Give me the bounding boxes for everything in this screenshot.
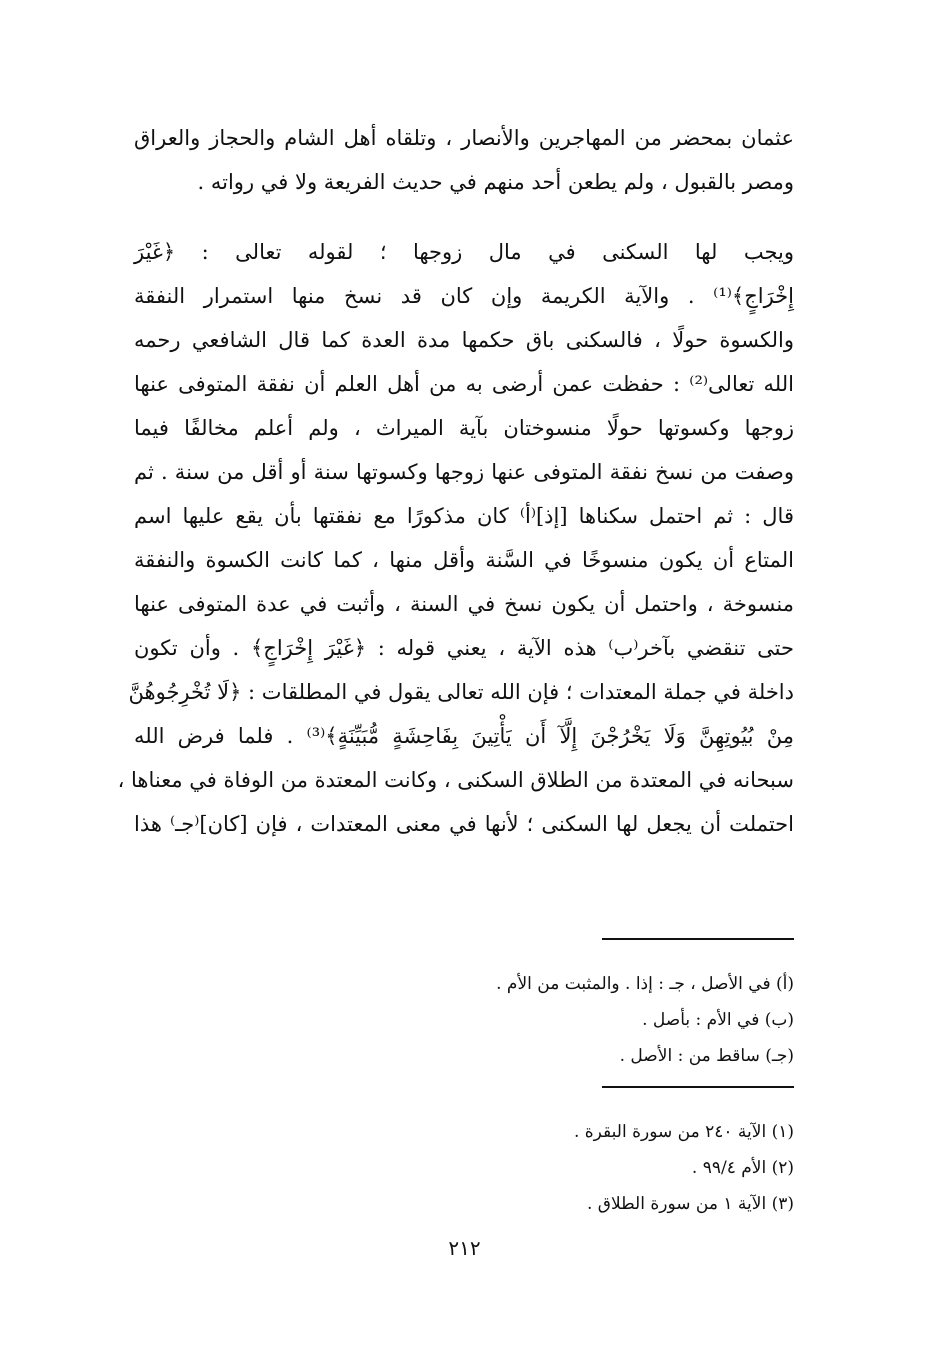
text-line: سبحانه في المعتدة من الطلاق السكنى ، وكانت المعتدة من الوفاة في معناها ، bbox=[117, 768, 794, 792]
text-line: احتملت أن يجعل لها السكنى ؛ لأنها في معنى المعتدات ، فإن [كان]⁽جـ⁾ هذا bbox=[134, 812, 794, 836]
text-line: إِخْرَاجٍ﴾⁽¹⁾ . والآية الكريمة وإن كان قد نسخ منها استمرار النفقة bbox=[134, 284, 794, 308]
text-line: وصفت من نسخ نفقة المتوفى عنها زوجها وكسوتها سنة أو أقل من سنة . ثم bbox=[134, 460, 794, 484]
text-line: المتاع أن يكون منسوخًا في السَّنة وأقل منها ، كما كانت الكسوة والنفقة bbox=[134, 548, 794, 572]
main-text bbox=[117, 116, 794, 846]
footnote-divider bbox=[602, 1086, 794, 1088]
footnote: (٢) الأم ٩٩/٤ . bbox=[691, 1158, 794, 1178]
text-line: مِنْ بُيُوتِهِنَّ وَلَا يَخْرُجْنَ إِلَّآ أَن يَأْتِينَ بِفَاحِشَةٍ مُّبَيِّنَةٍ﴾⁽³⁾ . فلما فرض الله bbox=[134, 724, 794, 748]
text-line: زوجها وكسوتها حولًا منسوختان بآية الميراث ، ولم أعلم مخالفًا فيما bbox=[134, 416, 794, 440]
source-notes bbox=[300, 1114, 794, 1222]
text-line: منسوخة ، واحتمل أن يكون نسخ في السنة ، وأثبت في عدة المتوفى عنها bbox=[134, 592, 794, 616]
footnote: (١) الآية ٢٤٠ من سورة البقرة . bbox=[573, 1122, 794, 1142]
footnote: (جـ) ساقط من : الأصل . bbox=[619, 1046, 794, 1066]
text-line: داخلة في جملة المعتدات ؛ فإن الله تعالى يقول في المطلقات : ﴿لَا تُخْرِجُوهُنَّ bbox=[128, 680, 794, 704]
page-number: ٢١٢ bbox=[448, 1236, 481, 1260]
footnote: (أ) في الأصل ، جـ : إذا . والمثبت من الأم . bbox=[496, 974, 794, 994]
variant-notes bbox=[300, 966, 794, 1074]
text-line: حتى تنقضي بآخر⁽ب⁾ هذه الآية ، يعني قوله : ﴿غَيْرَ إِخْرَاجٍ﴾ . وأن تكون bbox=[134, 636, 794, 660]
footnote-divider bbox=[602, 938, 794, 940]
footnote: (٣) الآية ١ من سورة الطلاق . bbox=[586, 1194, 794, 1214]
text-line: الله تعالى⁽²⁾ : حفظت عمن أرضى به من أهل العلم أن نفقة المتوفى عنها bbox=[134, 372, 794, 396]
text-line: قال : ثم احتمل سكناها [إذ]⁽أ⁾ كان مذكورًا مع نفقتها بأن يقع عليها اسم bbox=[134, 504, 794, 528]
text-line: ويجب لها السكنى في مال زوجها ؛ لقوله تعالى : ﴿غَيْرَ bbox=[134, 240, 794, 264]
text-line: ومصر بالقبول ، ولم يطعن أحد منهم في حديث الفريعة ولا في رواته . bbox=[197, 170, 794, 194]
footnote: (ب) في الأم : بأصل . bbox=[642, 1010, 794, 1030]
text-line: والكسوة حولًا ، فالسكنى باق حكمها مدة العدة كما قال الشافعي رحمه bbox=[134, 328, 794, 352]
text-line: عثمان بمحضر من المهاجرين والأنصار ، وتلقاه أهل الشام والحجاز والعراق bbox=[134, 126, 794, 150]
